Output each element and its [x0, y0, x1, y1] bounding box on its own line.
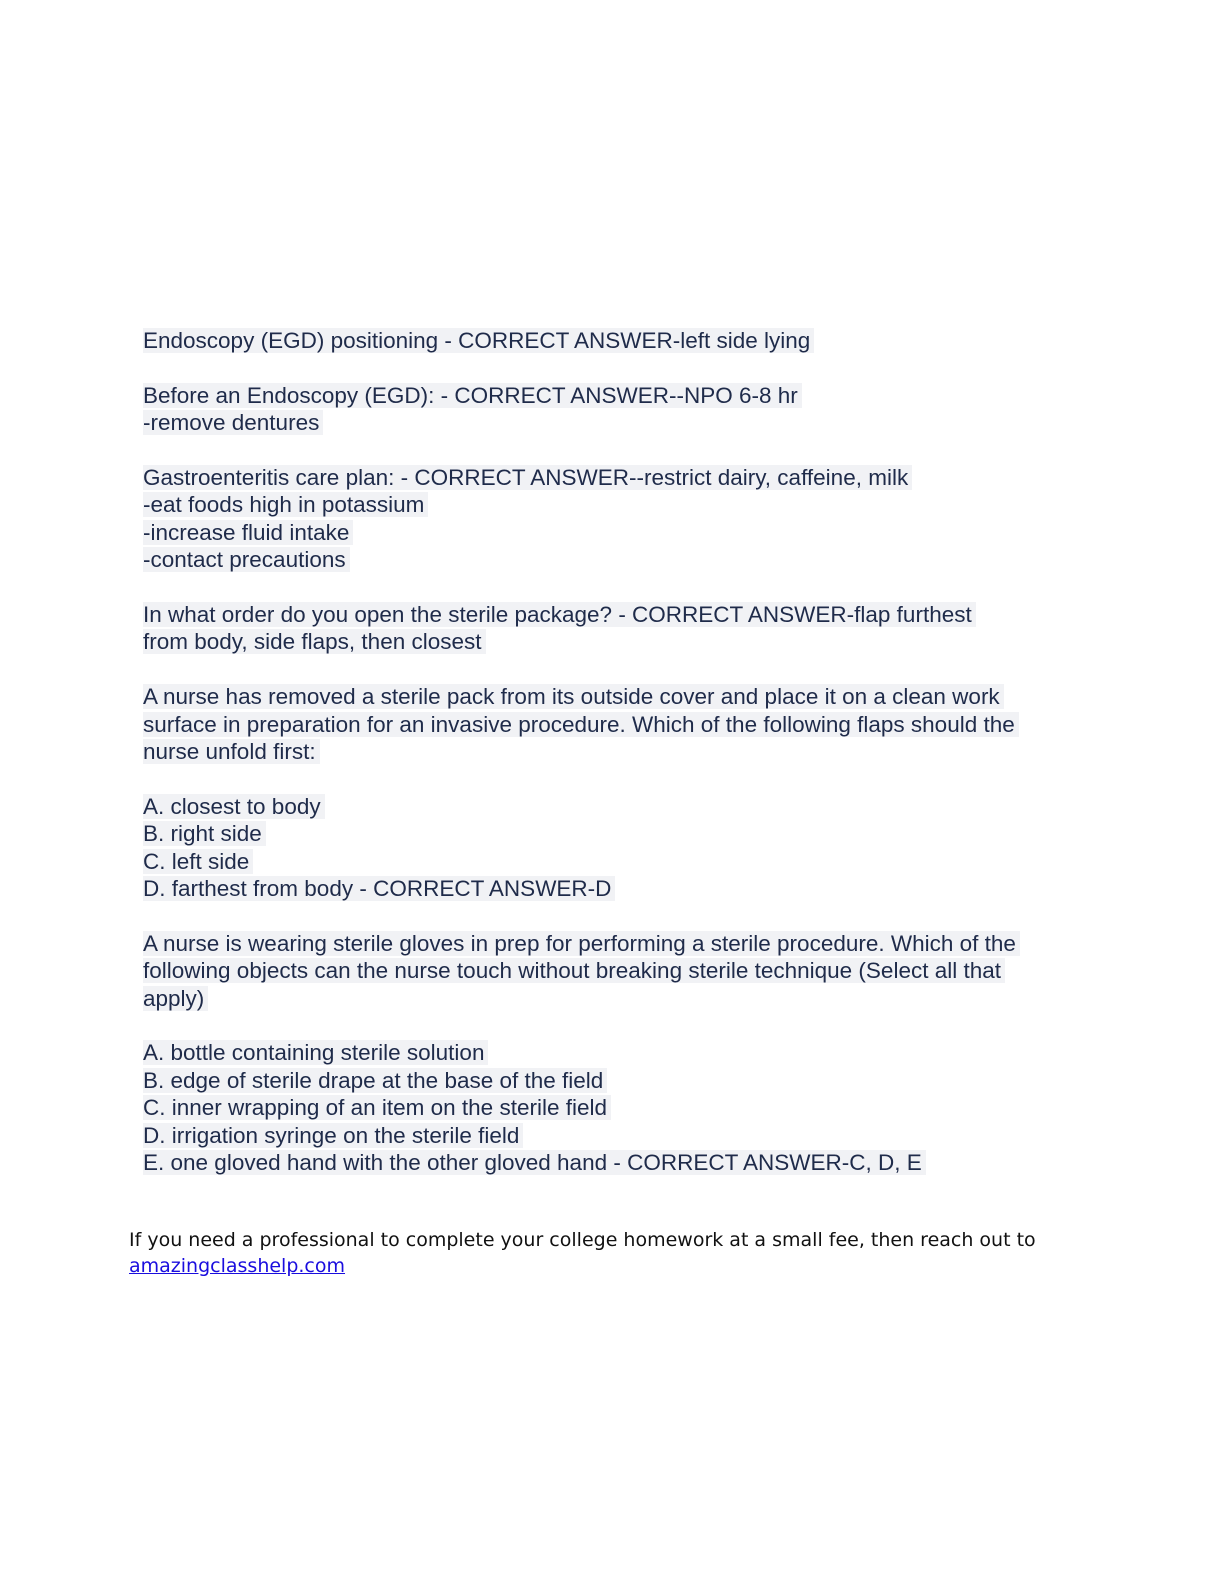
qa-line: -remove dentures — [143, 410, 323, 435]
qa-line: -eat foods high in potassium — [143, 492, 428, 517]
qa-line: nurse unfold first: — [143, 739, 320, 764]
qa-item — [143, 930, 1083, 1012]
qa-line: -increase fluid intake — [143, 520, 353, 545]
qa-line: A nurse has removed a sterile pack from its outside cover and place it on a clean work — [143, 684, 1004, 709]
qa-item — [143, 683, 1083, 765]
qa-item — [143, 382, 1083, 437]
qa-item — [143, 793, 1083, 903]
qa-item — [143, 1039, 1083, 1176]
qa-line: In what order do you open the sterile package? - CORRECT ANSWER-flap furthest — [143, 602, 976, 627]
qa-line: C. left side — [143, 849, 253, 874]
qa-item — [143, 464, 1083, 574]
footer-text: If you need a professional to complete your college homework at a small fee, then reach out to — [129, 1229, 1036, 1251]
qa-line: A. bottle containing sterile solution — [143, 1040, 488, 1065]
footer-note — [129, 1227, 1129, 1279]
qa-item — [143, 327, 1083, 354]
qa-content — [143, 327, 1083, 1176]
qa-line: E. one gloved hand with the other gloved hand - CORRECT ANSWER-C, D, E — [143, 1150, 926, 1175]
qa-line: C. inner wrapping of an item on the sterile field — [143, 1095, 611, 1120]
qa-line: A. closest to body — [143, 794, 325, 819]
qa-line: Gastroenteritis care plan: - CORRECT ANSWER--restrict dairy, caffeine, milk — [143, 465, 912, 490]
qa-line: -contact precautions — [143, 547, 350, 572]
qa-line: following objects can the nurse touch without breaking sterile technique (Select all that — [143, 958, 1005, 983]
qa-line: surface in preparation for an invasive procedure. Which of the following flaps should the — [143, 712, 1019, 737]
footer-link[interactable]: amazingclasshelp.com — [129, 1255, 346, 1277]
qa-line: from body, side flaps, then closest — [143, 629, 486, 654]
qa-line: B. right side — [143, 821, 266, 846]
qa-line: D. irrigation syringe on the sterile field — [143, 1123, 523, 1148]
qa-line: A nurse is wearing sterile gloves in prep for performing a sterile procedure. Which of the — [143, 931, 1020, 956]
qa-line: D. farthest from body - CORRECT ANSWER-D — [143, 876, 615, 901]
qa-line: apply) — [143, 986, 208, 1011]
qa-item — [143, 601, 1083, 656]
qa-line: Before an Endoscopy (EGD): - CORRECT ANSWER--NPO 6-8 hr — [143, 383, 802, 408]
qa-line: B. edge of sterile drape at the base of the field — [143, 1068, 607, 1093]
qa-line: Endoscopy (EGD) positioning - CORRECT ANSWER-left side lying — [143, 328, 814, 353]
